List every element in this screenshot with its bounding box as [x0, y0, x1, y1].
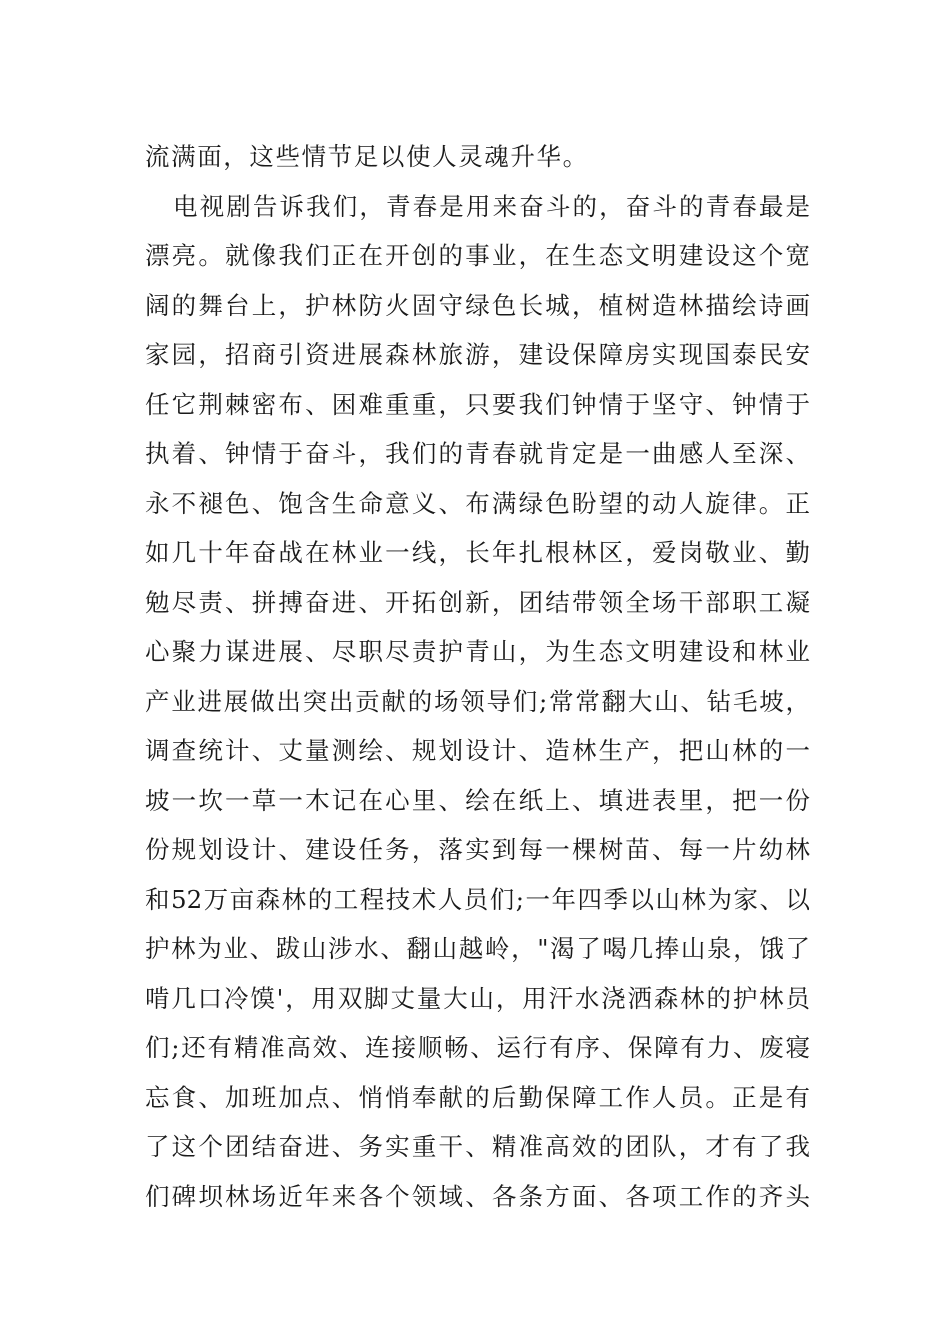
text-line: 护林为业、跋山涉水、翻山越岭，"渴了喝几捧山泉，饿了	[145, 934, 810, 963]
text-line: 和52万亩森林的工程技术人员们;一年四季以山林为家、以	[145, 884, 810, 914]
text-line: 了这个团结奋进、务实重干、精准高效的团队，才有了我	[145, 1132, 810, 1161]
text-line: 永不褪色、饱含生命意义、布满绿色盼望的动人旋律。正	[145, 488, 810, 518]
text-line: 调查统计、丈量测绘、规划设计、造林生产，把山林的一	[145, 736, 810, 765]
text-line: 们;还有精准高效、连接顺畅、运行有序、保障有力、废寝	[145, 1033, 810, 1062]
text-line: 坡一坎一草一木记在心里、绘在纸上、填进表里，把一份	[145, 785, 810, 815]
text-line: 勉尽责、拼搏奋进、开拓创新，团结带领全场干部职工凝	[145, 587, 810, 617]
text-line: 流满面，这些情节足以使人灵魂升华。	[145, 142, 589, 171]
text-line: 如几十年奋战在林业一线，长年扎根林区，爱岗敬业、勤	[145, 538, 810, 567]
text-line: 产业进展做出突出贡献的场领导们;常常翻大山、钻毛坡，	[145, 686, 810, 716]
text-line: 心聚力谋进展、尽职尽责护青山，为生态文明建设和林业	[145, 637, 810, 666]
text-line: 阔的舞台上，护林防火固守绿色长城，植树造林描绘诗画	[145, 290, 810, 320]
text-line: 任它荆棘密布、困难重重，只要我们钟情于坚守、钟情于	[145, 389, 810, 419]
text-line: 啃几口冷馍'，用双脚丈量大山，用汗水浇洒森林的护林员	[145, 983, 810, 1013]
text-line: 漂亮。就像我们正在开创的事业，在生态文明建设这个宽	[145, 241, 810, 270]
text-line: 们碑坝林场近年来各个领域、各条方面、各项工作的齐头	[145, 1181, 810, 1211]
text-line: 忘食、加班加点、悄悄奉献的后勤保障工作人员。正是有	[145, 1082, 810, 1112]
text-line: 份规划设计、建设任务，落实到每一棵树苗、每一片幼林	[145, 835, 810, 864]
text-line: 家园，招商引资进展森林旅游，建设保障房实现国泰民安	[145, 340, 810, 369]
text-line: 电视剧告诉我们，青春是用来奋斗的，奋斗的青春最是	[173, 191, 810, 221]
text-line: 执着、钟情于奋斗，我们的青春就肯定是一曲感人至深、	[145, 439, 810, 468]
body-text	[145, 132, 810, 1221]
